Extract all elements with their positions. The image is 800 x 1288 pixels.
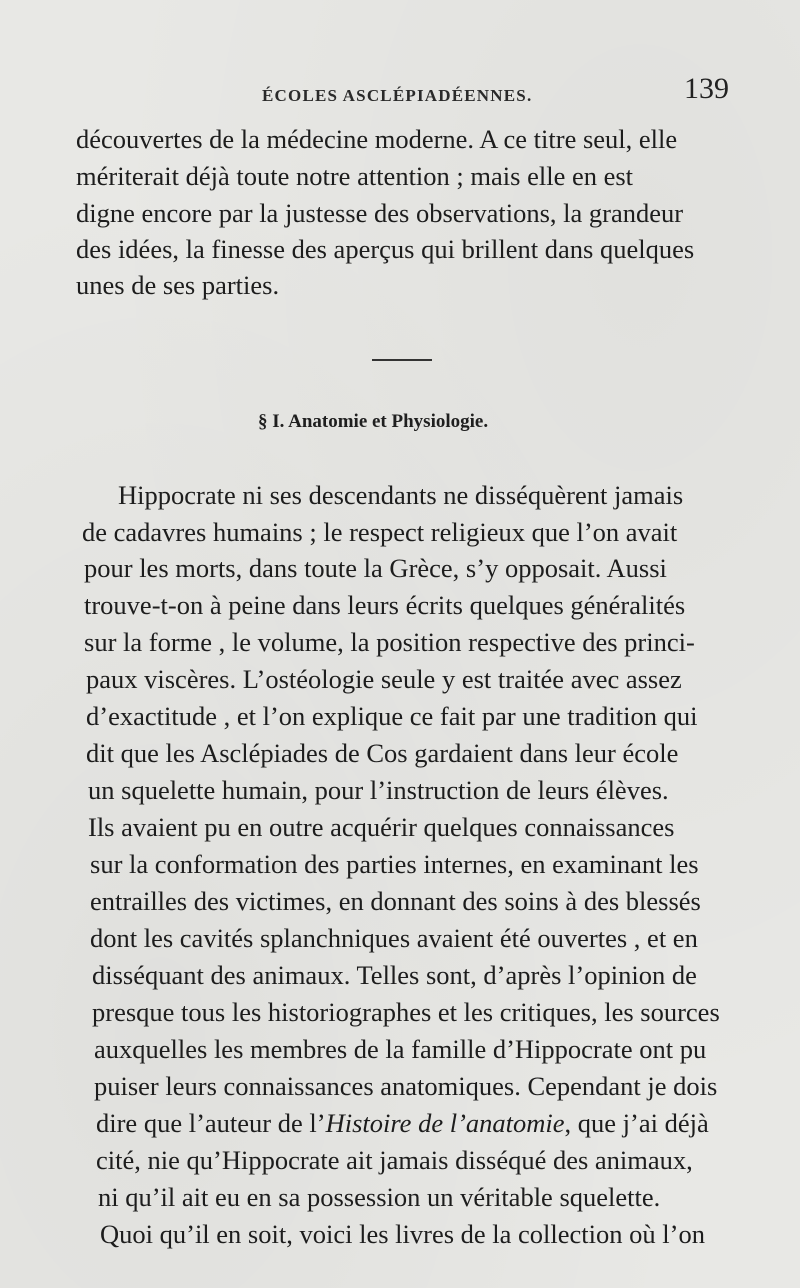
section-line-18 (96, 1110, 709, 1137)
section-line-1: Hippocrate ni ses descendants ne disséquèrent jamais (118, 480, 684, 510)
section-line-19: cité, nie qu’Hippocrate ait jamais disséqué des animaux, (96, 1145, 693, 1175)
text-line-5: unes de ses parties. (76, 270, 280, 300)
section-heading: § I. Anatomie et Physiologie. (258, 411, 489, 432)
section-line-11: sur la conformation des parties internes, en examinant les (90, 849, 699, 879)
section-line-4: trouve-t-on à peine dans leurs écrits quelques généralités (84, 590, 686, 620)
italic-book-title: Histoire de l’anatomie (325, 1108, 565, 1138)
section-line-17: puiser leurs connaissances anatomiques. Cependant je dois (94, 1071, 718, 1101)
section-line-14: disséquant des animaux. Telles sont, d’après l’opinion de (92, 960, 697, 990)
section-line-13: dont les cavités splanchniques avaient été ouvertes , et en (90, 923, 698, 953)
page-number: 139 (684, 72, 729, 105)
section-line-20: ni qu’il ait eu en sa possession un véritable squelette. (98, 1182, 661, 1212)
section-line-12: entrailles des victimes, en donnant des soins à des blessés (90, 886, 701, 916)
section-rule (372, 359, 432, 361)
italic-line-prefix: dire que l’auteur de l’ (96, 1108, 326, 1138)
running-title: ÉCOLES ASCLÉPIADÉENNES. (262, 86, 533, 105)
section-line-5: sur la forme , le volume, la position respective des princi- (84, 627, 695, 657)
section-line-2: de cadavres humains ; le respect religieux que l’on avait (82, 517, 678, 547)
text-line-1: découvertes de la médecine moderne. A ce titre seul, elle (76, 124, 678, 154)
text-line-2: mériterait déjà toute notre attention ; mais elle en est (76, 161, 634, 191)
section-line-10: Ils avaient pu en outre acquérir quelques connaissances (88, 812, 675, 842)
section-line-3: pour les morts, dans toute la Grèce, s’y opposait. Aussi (84, 553, 667, 583)
section-line-7: d’exactitude , et l’on explique ce fait par une tradition qui (86, 701, 698, 731)
section-line-21: Quoi qu’il en soit, voici les livres de la collection où l’on (100, 1219, 705, 1249)
section-line-6: paux viscères. L’ostéologie seule y est traitée avec assez (86, 664, 682, 694)
text-line-4: des idées, la finesse des aperçus qui brillent dans quelques (76, 234, 695, 264)
italic-line-suffix: , que j’ai déjà (564, 1108, 709, 1138)
section-line-9: un squelette humain, pour l’instruction de leurs élèves. (88, 775, 669, 805)
section-line-8: dit que les Asclépiades de Cos gardaient dans leur école (86, 738, 679, 768)
section-line-15: presque tous les historiographes et les critiques, les sources (92, 997, 720, 1027)
section-line-16: auxquelles les membres de la famille d’Hippocrate ont pu (94, 1034, 707, 1064)
text-line-3: digne encore par la justesse des observations, la grandeur (76, 198, 684, 228)
